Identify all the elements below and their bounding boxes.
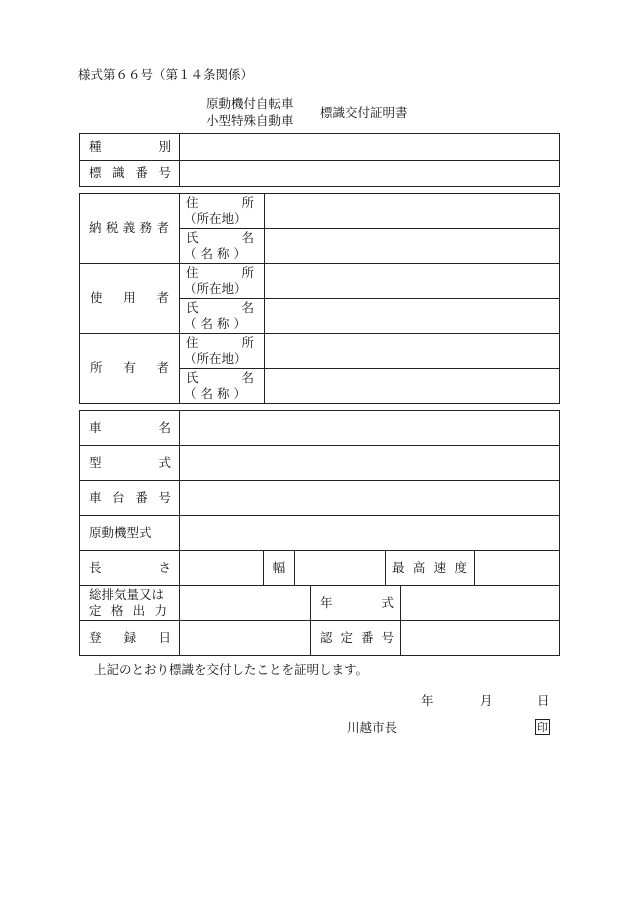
model-label: 型 式 [80,446,180,481]
taxpayer-address-label: 住 所 （所在地） [180,194,265,229]
vehicle-type-moped: 原動機付自転車 [206,96,294,111]
user-name-label: 氏 名 （ 名 称 ） [180,299,265,334]
taxpayer-name-label: 氏 名 （ 名 称 ） [180,229,265,264]
registration-date-label: 登 録 日 [80,621,180,656]
length-field[interactable] [180,551,264,586]
date-day: 日 [537,693,550,708]
certification-number-field[interactable] [401,621,560,656]
user-label: 使 用 者 [80,264,180,334]
displacement-label: 総排気量又は 定 格 出 力 [80,586,180,621]
taxpayer-name-field[interactable] [265,229,560,264]
engine-model-field[interactable] [180,516,560,551]
owner-name-field[interactable] [265,369,560,404]
plate-number-label: 標 識 番 号 [80,161,180,187]
type-plate-table [79,133,560,187]
car-name-label: 車 名 [80,411,180,446]
certification-statement: 上記のとおり標識を交付したことを証明します。 [94,662,369,677]
displacement-field[interactable] [180,586,311,621]
car-name-field[interactable] [180,411,560,446]
max-speed-field[interactable] [475,551,560,586]
width-label: 幅 [264,551,295,586]
width-field[interactable] [295,551,386,586]
document-title: 標識交付証明書 [320,105,408,120]
chassis-number-label: 車 台 番 号 [80,481,180,516]
date-year: 年 [421,693,434,708]
persons-table [79,193,560,404]
vehicle-type-small-special: 小型特殊自動車 [206,113,294,128]
length-label: 長 さ [80,551,180,586]
user-name-field[interactable] [265,299,560,334]
chassis-number-field[interactable] [180,481,560,516]
certification-number-label: 認 定 番 号 [311,621,401,656]
date-month: 月 [480,693,493,708]
taxpayer-address-field[interactable] [265,194,560,229]
year-model-field[interactable] [401,586,560,621]
form-number: 様式第６６号（第１４条関係） [78,67,254,82]
user-address-field[interactable] [265,264,560,299]
mayor-signature: 川越市長 [347,720,398,735]
taxpayer-label: 納 税 義 務 者 [80,194,180,264]
engine-model-label: 原動機型式 [80,516,180,551]
model-field[interactable] [180,446,560,481]
seal-mark: 印 [537,721,548,734]
year-model-label: 年 式 [311,586,401,621]
user-address-label: 住 所 （所在地） [180,264,265,299]
owner-name-label: 氏 名 （ 名 称 ） [180,369,265,404]
max-speed-label: 最 高 速 度 [386,551,475,586]
owner-label: 所 有 者 [80,334,180,404]
plate-number-field[interactable] [180,161,560,187]
owner-address-field[interactable] [265,334,560,369]
registration-date-field[interactable] [180,621,311,656]
type-field[interactable] [180,134,560,161]
vehicle-table [79,410,560,656]
type-label: 種 別 [80,134,180,161]
owner-address-label: 住 所 （所在地） [180,334,265,369]
